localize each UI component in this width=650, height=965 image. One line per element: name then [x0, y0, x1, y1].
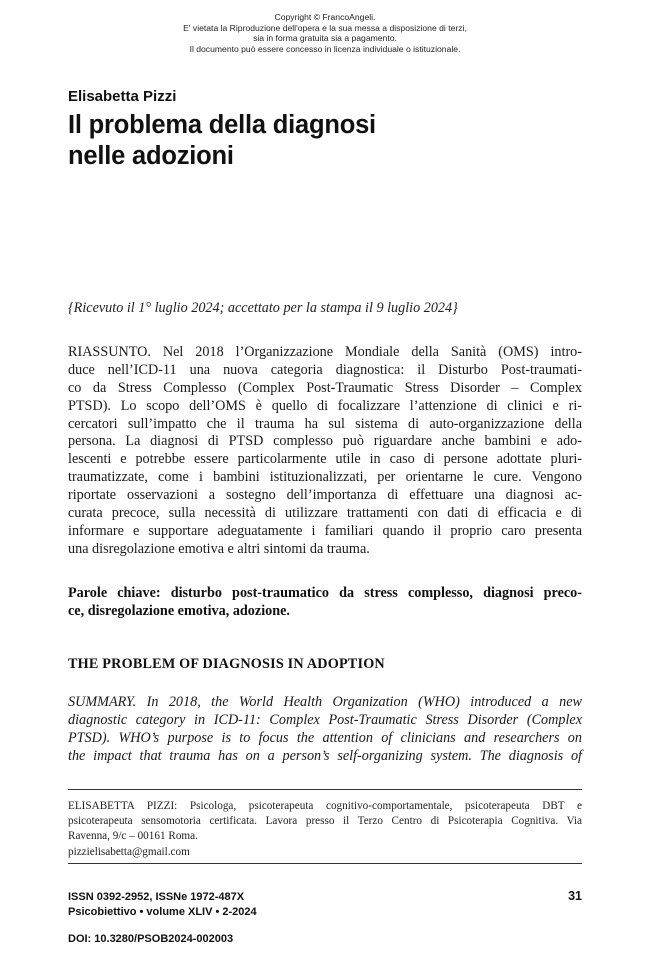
article-title	[68, 110, 588, 172]
keywords-line: ce, disregolazione emotiva, adozione.	[68, 603, 290, 619]
english-summary	[68, 693, 582, 765]
summary-line: the impact that trauma has on a person’s self-organizing system. The diagnosis of	[68, 748, 582, 764]
copyright-line: E' vietata la Riproduzione dell'opera e la sua messa a disposizione di terzi,	[183, 22, 467, 33]
abstract-line: co da Stress Complesso (Complex Post-Traumatic Stress Disorder – Complex	[68, 379, 582, 396]
summary-line: SUMMARY. In 2018, the World Health Organization (WHO) introduced a new	[68, 694, 582, 710]
italian-abstract	[68, 344, 582, 559]
received-date-note: {Ricevuto il 1° luglio 2024; accettato per la stampa il 9 luglio 2024}	[68, 300, 458, 316]
abstract-line: lescenti e potrebbe essere particolarmente utile in caso di persone adottate pluri-	[68, 451, 582, 468]
copyright-line: sia in forma gratuita sia a pagamento.	[253, 33, 397, 44]
abstract-line: duce nell’ICD-11 una nuova categoria diagnostica: il Disturbo Post-traumati-	[68, 361, 582, 378]
keywords	[68, 584, 582, 620]
affiliation-line: psicoterapeuta sensomotoria certificata. Lavora presso il Terzo Centro di Psicoterapia Cognitiva. Via	[68, 815, 582, 828]
journal-info: Psicobiettivo • volume XLIV • 2-2024	[68, 906, 257, 918]
copyright-notice	[0, 12, 650, 54]
summary-line: diagnostic category in ICD-11: Complex Post-Traumatic Stress Disorder (Complex	[68, 712, 582, 728]
affiliation-line: Ravenna, 9/c – 00161 Roma.	[68, 830, 198, 843]
title-line: Il problema della diagnosi	[68, 111, 376, 139]
summary-line: PTSD). WHO’s purpose is to focus the attention of clinicians and researchers on	[68, 730, 582, 746]
abstract-line: traumatizzate, come i bambini istituzionalizzati, per orientarne le cure. Vengono	[68, 469, 582, 486]
keywords-line: Parole chiave: disturbo post-traumatico da stress complesso, diagnosi preco-	[68, 585, 582, 601]
issn-line: ISSN 0392-2952, ISSNe 1972-487X	[68, 891, 245, 903]
affiliation-email: pizzielisabetta@gmail.com	[68, 845, 190, 858]
author-name: Elisabetta Pizzi	[68, 88, 177, 105]
abstract-line: persona. La diagnosi di PTSD complesso può riguardare anche bambini e ado-	[68, 433, 582, 450]
abstract-line: informare e supportare adeguatamente i familiari quando il proprio caro presenta	[68, 522, 582, 539]
english-title: THE PROBLEM OF DIAGNOSIS IN ADOPTION	[68, 656, 385, 672]
abstract-line: curata precoce, sulla necessità di utilizzare trattamenti con dati di efficacia e di	[68, 505, 582, 522]
copyright-line: Copyright © FrancoAngeli.	[274, 12, 376, 22]
footnote-divider-bottom	[68, 863, 582, 864]
abstract-line: riportate osservazioni a sostegno dell’importanza di effettuare una diagnosi ac-	[68, 487, 582, 504]
copyright-line: Il documento può essere concesso in licenza individuale o istituzionale.	[189, 43, 461, 54]
author-affiliation	[68, 799, 582, 860]
abstract-line: PTSD). Lo scopo dell’OMS è quello di focalizzare l’attenzione di clinici e ri-	[68, 397, 582, 414]
doi: DOI: 10.3280/PSOB2024-002003	[68, 933, 234, 945]
title-line: nelle adozioni	[68, 142, 234, 170]
abstract-line: cercatori sull’impatto che il trauma ha sul sistema di auto-organizzazione della	[68, 415, 582, 432]
footnote-divider-top	[68, 789, 582, 790]
affiliation-line: ELISABETTA PIZZI: Psicologa, psicoterapeuta cognitivo-comportamentale, psicoterapeuta DBT e	[68, 800, 582, 812]
page-number: 31	[568, 889, 582, 903]
abstract-line: una disregolazione emotiva e altri sintomi da trauma.	[68, 540, 370, 557]
abstract-line: RIASSUNTO. Nel 2018 l’Organizzazione Mondiale della Sanità (OMS) intro-	[68, 344, 582, 360]
